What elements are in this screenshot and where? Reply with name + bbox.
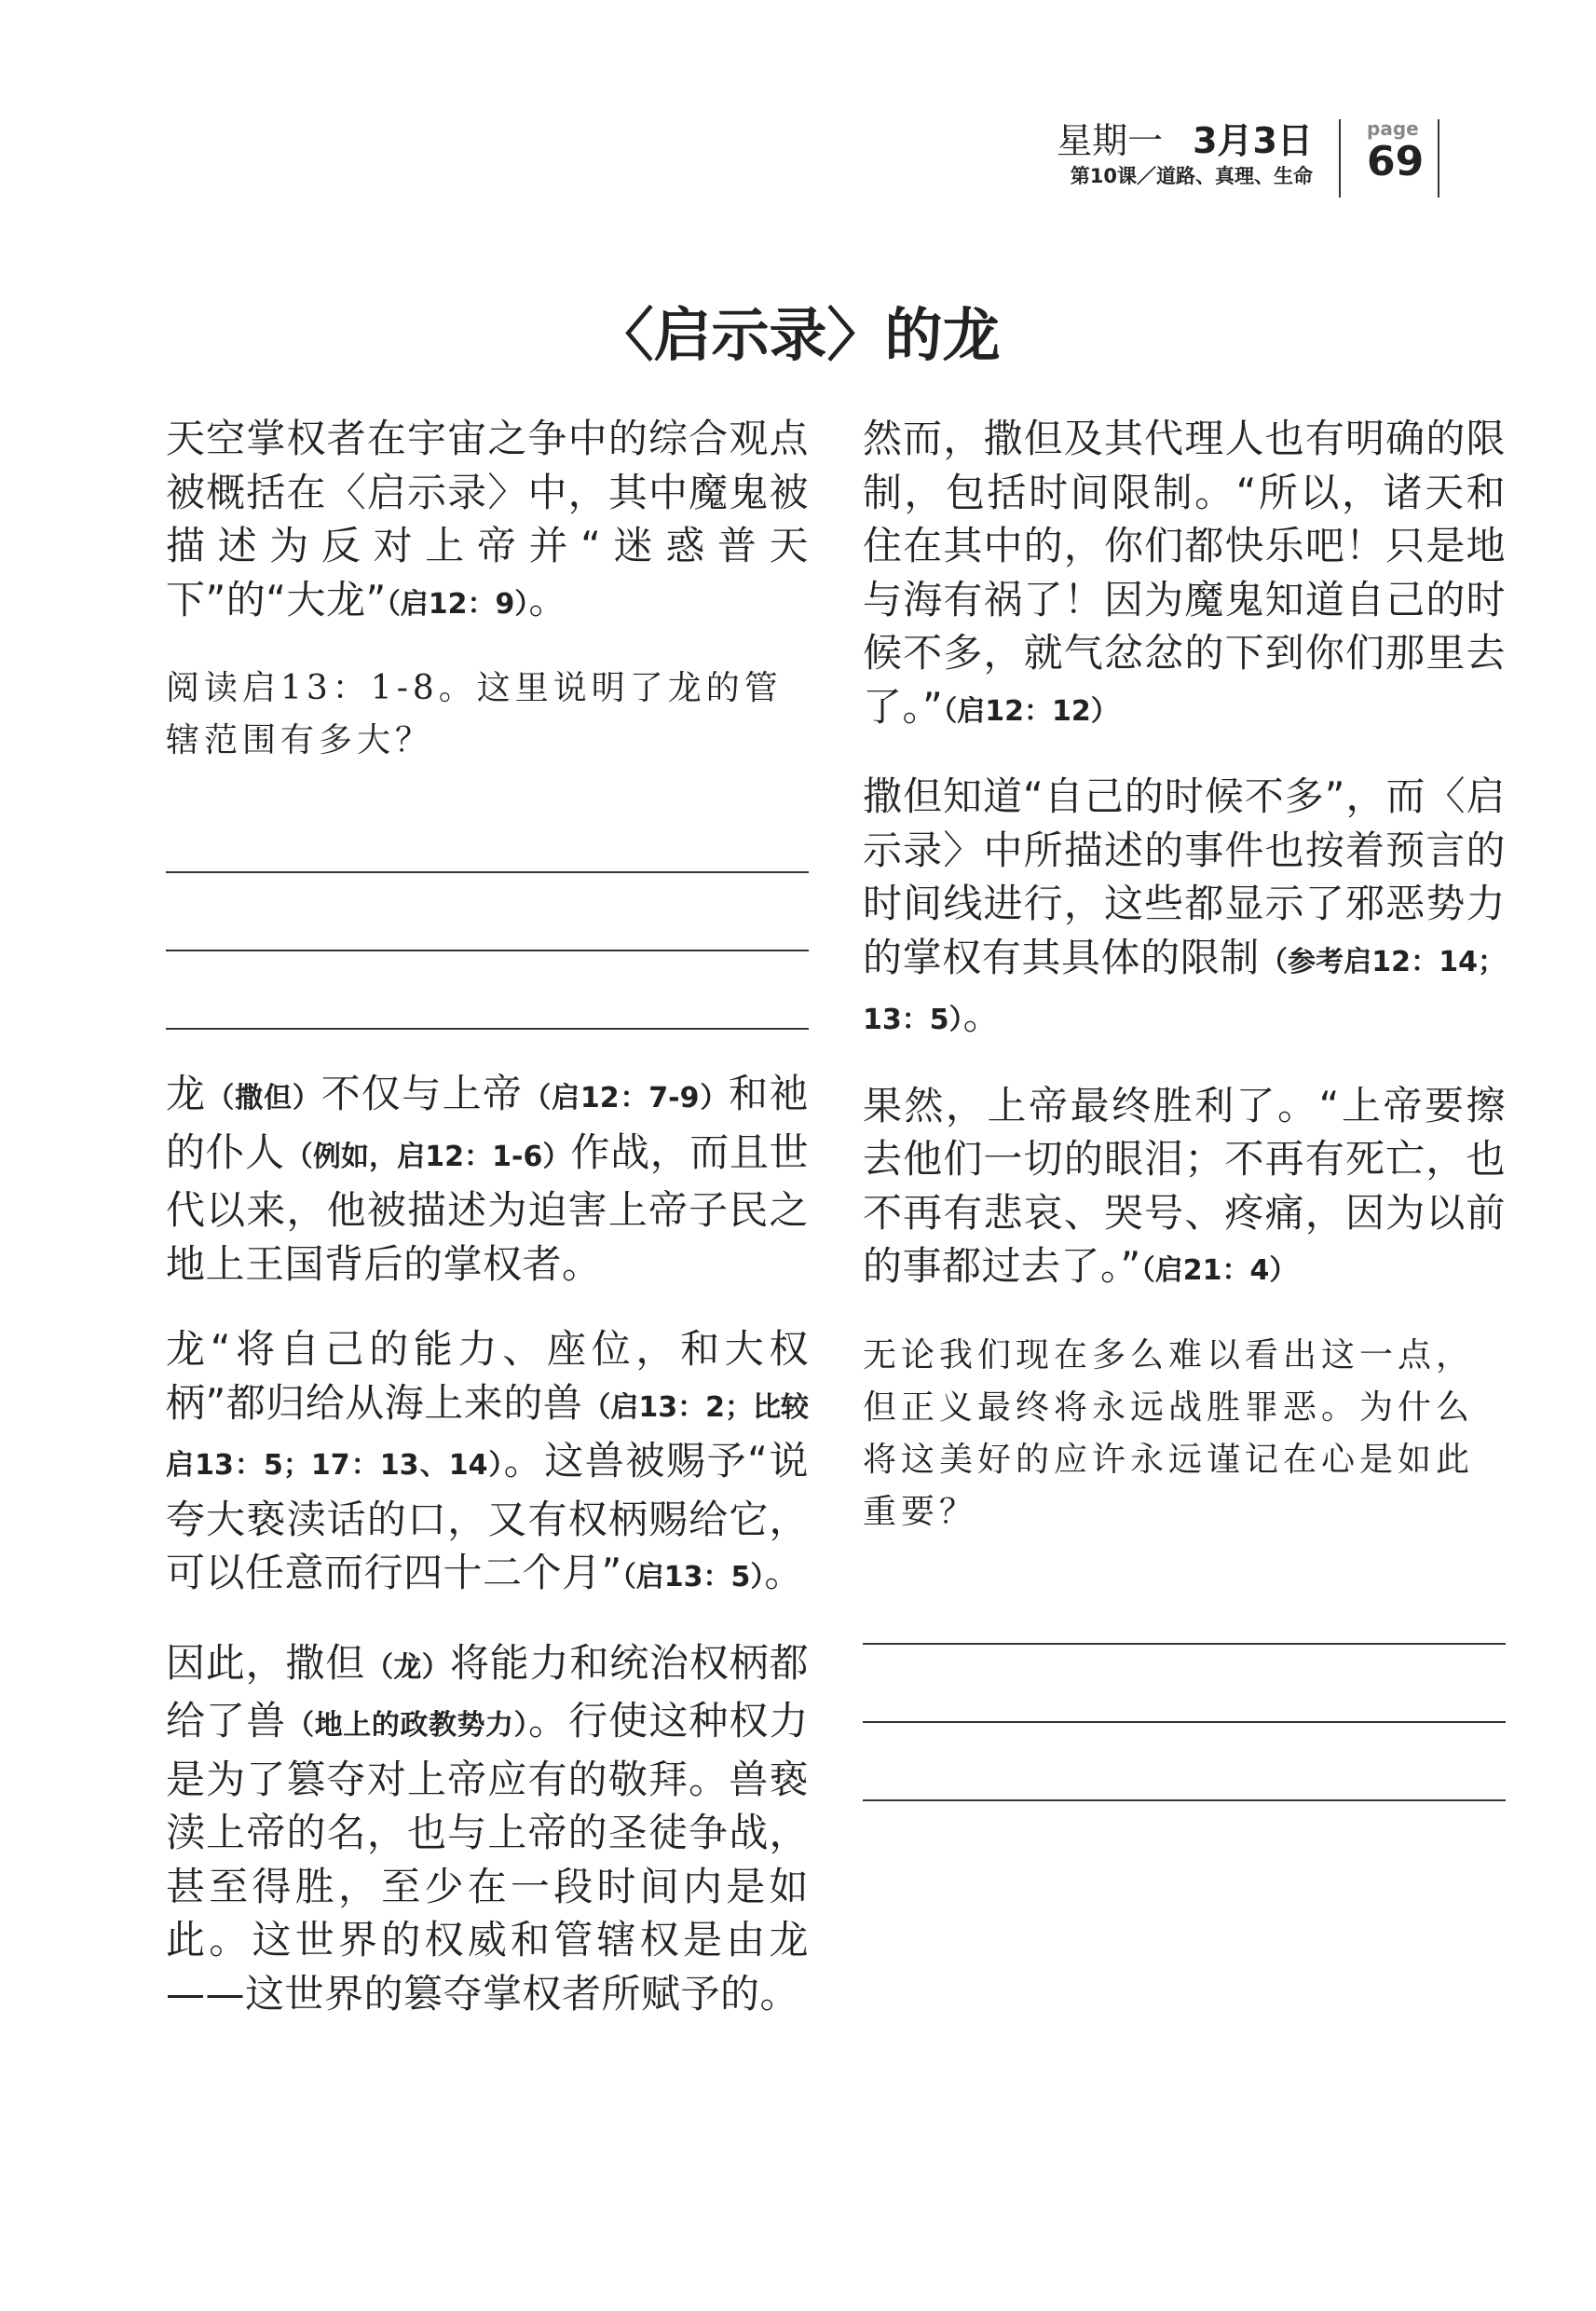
- right-paragraph-3: [863, 1079, 1506, 1298]
- header-date-block: [1057, 119, 1341, 198]
- header-page-block: [1341, 119, 1439, 198]
- right-p1-ref: （启12：12）: [943, 694, 1119, 728]
- left-p2-b: 不仅与上帝: [321, 1071, 524, 1116]
- page-header: [1057, 119, 1439, 198]
- header-dayline: [1057, 119, 1313, 162]
- left-p4-c: 。行使这种权力是为了篡夺对上帝应有的敬拜。兽亵渎上帝的名，也与上帝的圣徒争战，甚至得胜，至少在一段时间内是如此。这世界的权威和管辖权是由龙——这世界的篡夺掌权者所赋予的。: [166, 1698, 809, 2017]
- left-study-question: 阅读启13：1-8。这里说明了龙的管辖范围有多大？: [166, 669, 783, 759]
- left-paragraph-2: [166, 1067, 809, 1291]
- left-p4-b: 将能力和统治权柄都给了兽: [166, 1639, 809, 1744]
- answer-line[interactable]: [166, 951, 809, 1030]
- right-p2-text: 撒但知道“自己的时候不多”，而〈启示录〉中所描述的事件也按着预言的时间线进行，这些都显示了邪恶势力的掌权有其具体的限制: [863, 773, 1506, 980]
- right-p2-end: 。: [962, 992, 1003, 1038]
- left-p3-c: 。: [764, 1550, 804, 1595]
- left-p3-ref2: （启13：5）: [621, 1561, 765, 1593]
- page-number: 69: [1367, 138, 1425, 185]
- right-study-question: 无论我们现在多么难以看出这一点，但正义最终将永远战胜罪恶。为什么将这美好的应许永远谨记在心是如此重要？: [863, 1335, 1475, 1531]
- header-date: 3月3日: [1193, 120, 1313, 161]
- left-p1-ref: （启12：9）: [386, 587, 529, 621]
- answer-line[interactable]: [166, 873, 809, 951]
- left-paragraph-1: [166, 412, 809, 631]
- left-answer-lines: [166, 795, 809, 1030]
- left-p1-end: 。: [528, 576, 568, 622]
- answer-line[interactable]: [863, 1645, 1506, 1723]
- left-p3-a: 龙“将自己的能力、座位，和大权柄”都归给从海上来的兽: [166, 1326, 809, 1426]
- left-p2-ref1: （撒但）: [206, 1082, 321, 1114]
- left-p3-ref1: （启13：2；比较启13：5；17：13、14）: [166, 1390, 810, 1482]
- right-p1-text: 然而，撒但及其代理人也有明确的限制，包括时间限制。“所以，诸天和住在其中的，你们都快乐吧！只是地与海有祸了！因为魔鬼知道自己的时候不多，就气忿忿的下到你们那里去了。”: [863, 416, 1506, 730]
- right-answer-lines: [863, 1566, 1506, 1801]
- left-p2-ref2: （启12：7-9）: [523, 1082, 730, 1114]
- right-p3-ref: （启21：4）: [1140, 1254, 1298, 1287]
- left-p4-ref2: （地上的政教势力）: [286, 1709, 529, 1742]
- answer-line[interactable]: [863, 1566, 1506, 1645]
- left-p3-b: 。这兽被赐予“说夸大亵渎话的口，又有权柄赐给它，可以任意而行四十二个月”: [166, 1438, 809, 1595]
- right-paragraph-1: [863, 412, 1506, 738]
- left-p2-d: 作战，而且世代以来，他被描述为迫害上帝子民之地上王国背后的掌权者。: [166, 1128, 809, 1287]
- right-p3-text: 果然，上帝最终胜利了。“上帝要擦去他们一切的眼泪；不再有死亡，也不再有悲哀、哭号、疼痛，因为以前的事都过去了。”: [863, 1082, 1506, 1289]
- left-p2-c: 和祂的仆人: [166, 1071, 809, 1175]
- right-paragraph-2: [863, 770, 1506, 1047]
- right-p2-ref: （参考启12：14；13：5）: [863, 945, 1506, 1036]
- answer-line[interactable]: [166, 795, 809, 873]
- page-title: 〈启示录〉的龙: [595, 301, 1001, 369]
- answer-line[interactable]: [863, 1723, 1506, 1801]
- left-p2-ref3: （例如，启12：1-6）: [284, 1140, 571, 1173]
- page-label: page: [1367, 117, 1419, 140]
- left-column: [166, 412, 809, 2052]
- left-p1-text: 天空掌权者在宇宙之争中的综合观点被概括在〈启示录〉中，其中魔鬼被描述为反对上帝并“迷惑普天下”的“大龙”: [166, 416, 809, 622]
- right-column: [863, 412, 1506, 1839]
- left-p4-a: 因此，撒但: [166, 1639, 366, 1686]
- left-paragraph-3: [166, 1322, 809, 1605]
- header-day: 星期一: [1057, 120, 1164, 161]
- header-lesson: 第10课／道路、真理、生命: [1070, 165, 1313, 187]
- left-p2-a: 龙: [166, 1071, 207, 1116]
- left-p4-ref1: （龙）: [365, 1650, 450, 1684]
- left-paragraph-4: [166, 1636, 809, 2021]
